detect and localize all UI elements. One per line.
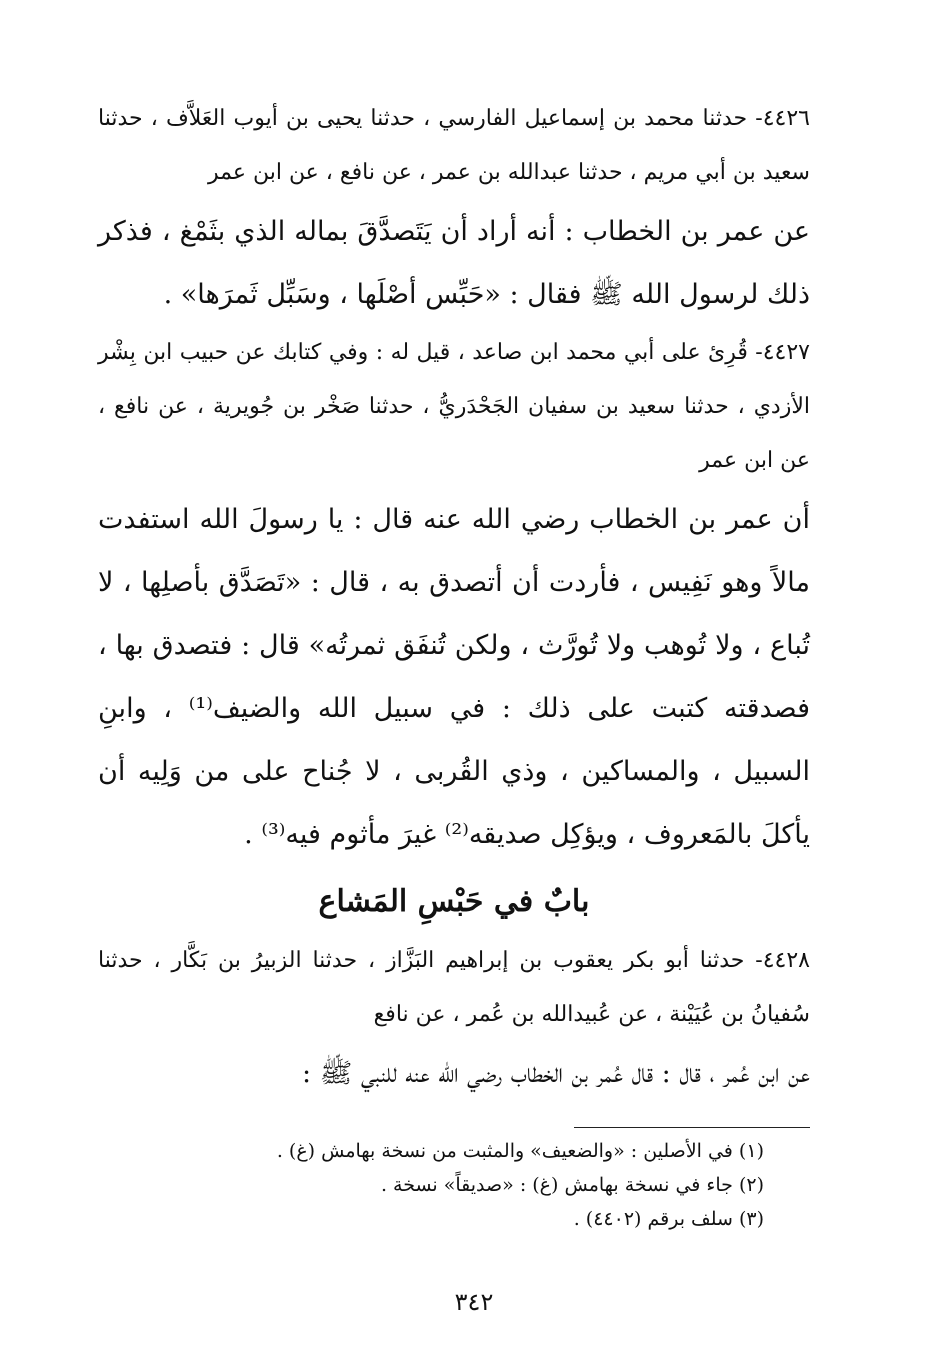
page-number: ٣٤٢ [454, 1288, 494, 1316]
hadith-4426-matn: عن عمر بن الخطاب : أنه أراد أن يَتَصدَّقَ بماله الذي بثَمْغ ، فذكر ذلك لرسول الله ﷺ فقال : «حَبِّس أصْلَها ، وسَبِّل ثَمرَها» . [98, 216, 810, 310]
footnote-3: (٣) سلف برقم (٤٤٠٢) . [573, 1208, 764, 1230]
hadith-4428-matn: عن ابن عُمر ، قال : قال عُمر بن الخطاب رضي الله عنه للنبي ﷺ : [302, 1058, 810, 1089]
hadith-4427-isnad: ٤٤٢٧- قُرِئ على أبي محمد ابن صاعد ، قيل له : وفي كتابك عن حبيب ابن بِشْر الأزدي ، حدثنا سعيد بن سفيان الجَحْدَريُّ ، حدثنا صَخْر بن جُويرية ، عن نافع ، عن ابن عمر [98, 340, 810, 473]
hadith-4426-isnad: ٤٤٢٦- حدثنا محمد بن إسماعيل الفارسي ، حدثنا يحيى بن أيوب العَلاَّف ، حدثنا سعيد بن أبي مريم ، حدثنا عبدالله بن عمر ، عن نافع ، عن ابن عمر [98, 106, 810, 185]
hadith-4428-isnad: ٤٤٢٨- حدثنا أبو بكر يعقوب بن إبراهيم البَزَّاز ، حدثنا الزبيرُ بن بَكَّار ، حدثنا سُفيانُ بن عُيَيْنة ، عن عُبيدالله بن عُمر ، عن نافع [98, 948, 810, 1027]
chapter-heading: بابٌ في حَبْسِ المَشاع [318, 884, 590, 919]
hadith-4427-matn: أن عمر بن الخطاب رضي الله عنه قال : يا رسولَ الله استفدت مالاً وهو نَفِيس ، فأردت أن أتصدق به ، قال : «تَصَدَّق بأصلِها ، لا تُباع ، ولا تُوهب ولا تُورَّث ، ولكن تُنفَق ثمرتُه» قال : فتصدق بها ، فصدقته كتبت على ذلك : في سبيل الله والضيف⁽¹⁾ ، وابنِ السبيل ، والمساكين ، وذي القُربى ، لا جُناح على من وَلِيه أن يأكلَ بالمَعروف ، ويؤكِل صديقه⁽²⁾ غيرَ مأثوم فيه⁽³⁾ . [98, 504, 811, 850]
footnote-separator [574, 1127, 810, 1128]
footnote-1: (١) في الأصلين : «والضعيف» والمثبت من نسخة بهامش (غ) . [276, 1140, 764, 1162]
book-page [98, 92, 810, 1312]
footnote-2: (٢) جاء في نسخة بهامش (غ) : «صديقاً» نسخة . [380, 1174, 764, 1196]
footnotes [98, 1134, 810, 1236]
